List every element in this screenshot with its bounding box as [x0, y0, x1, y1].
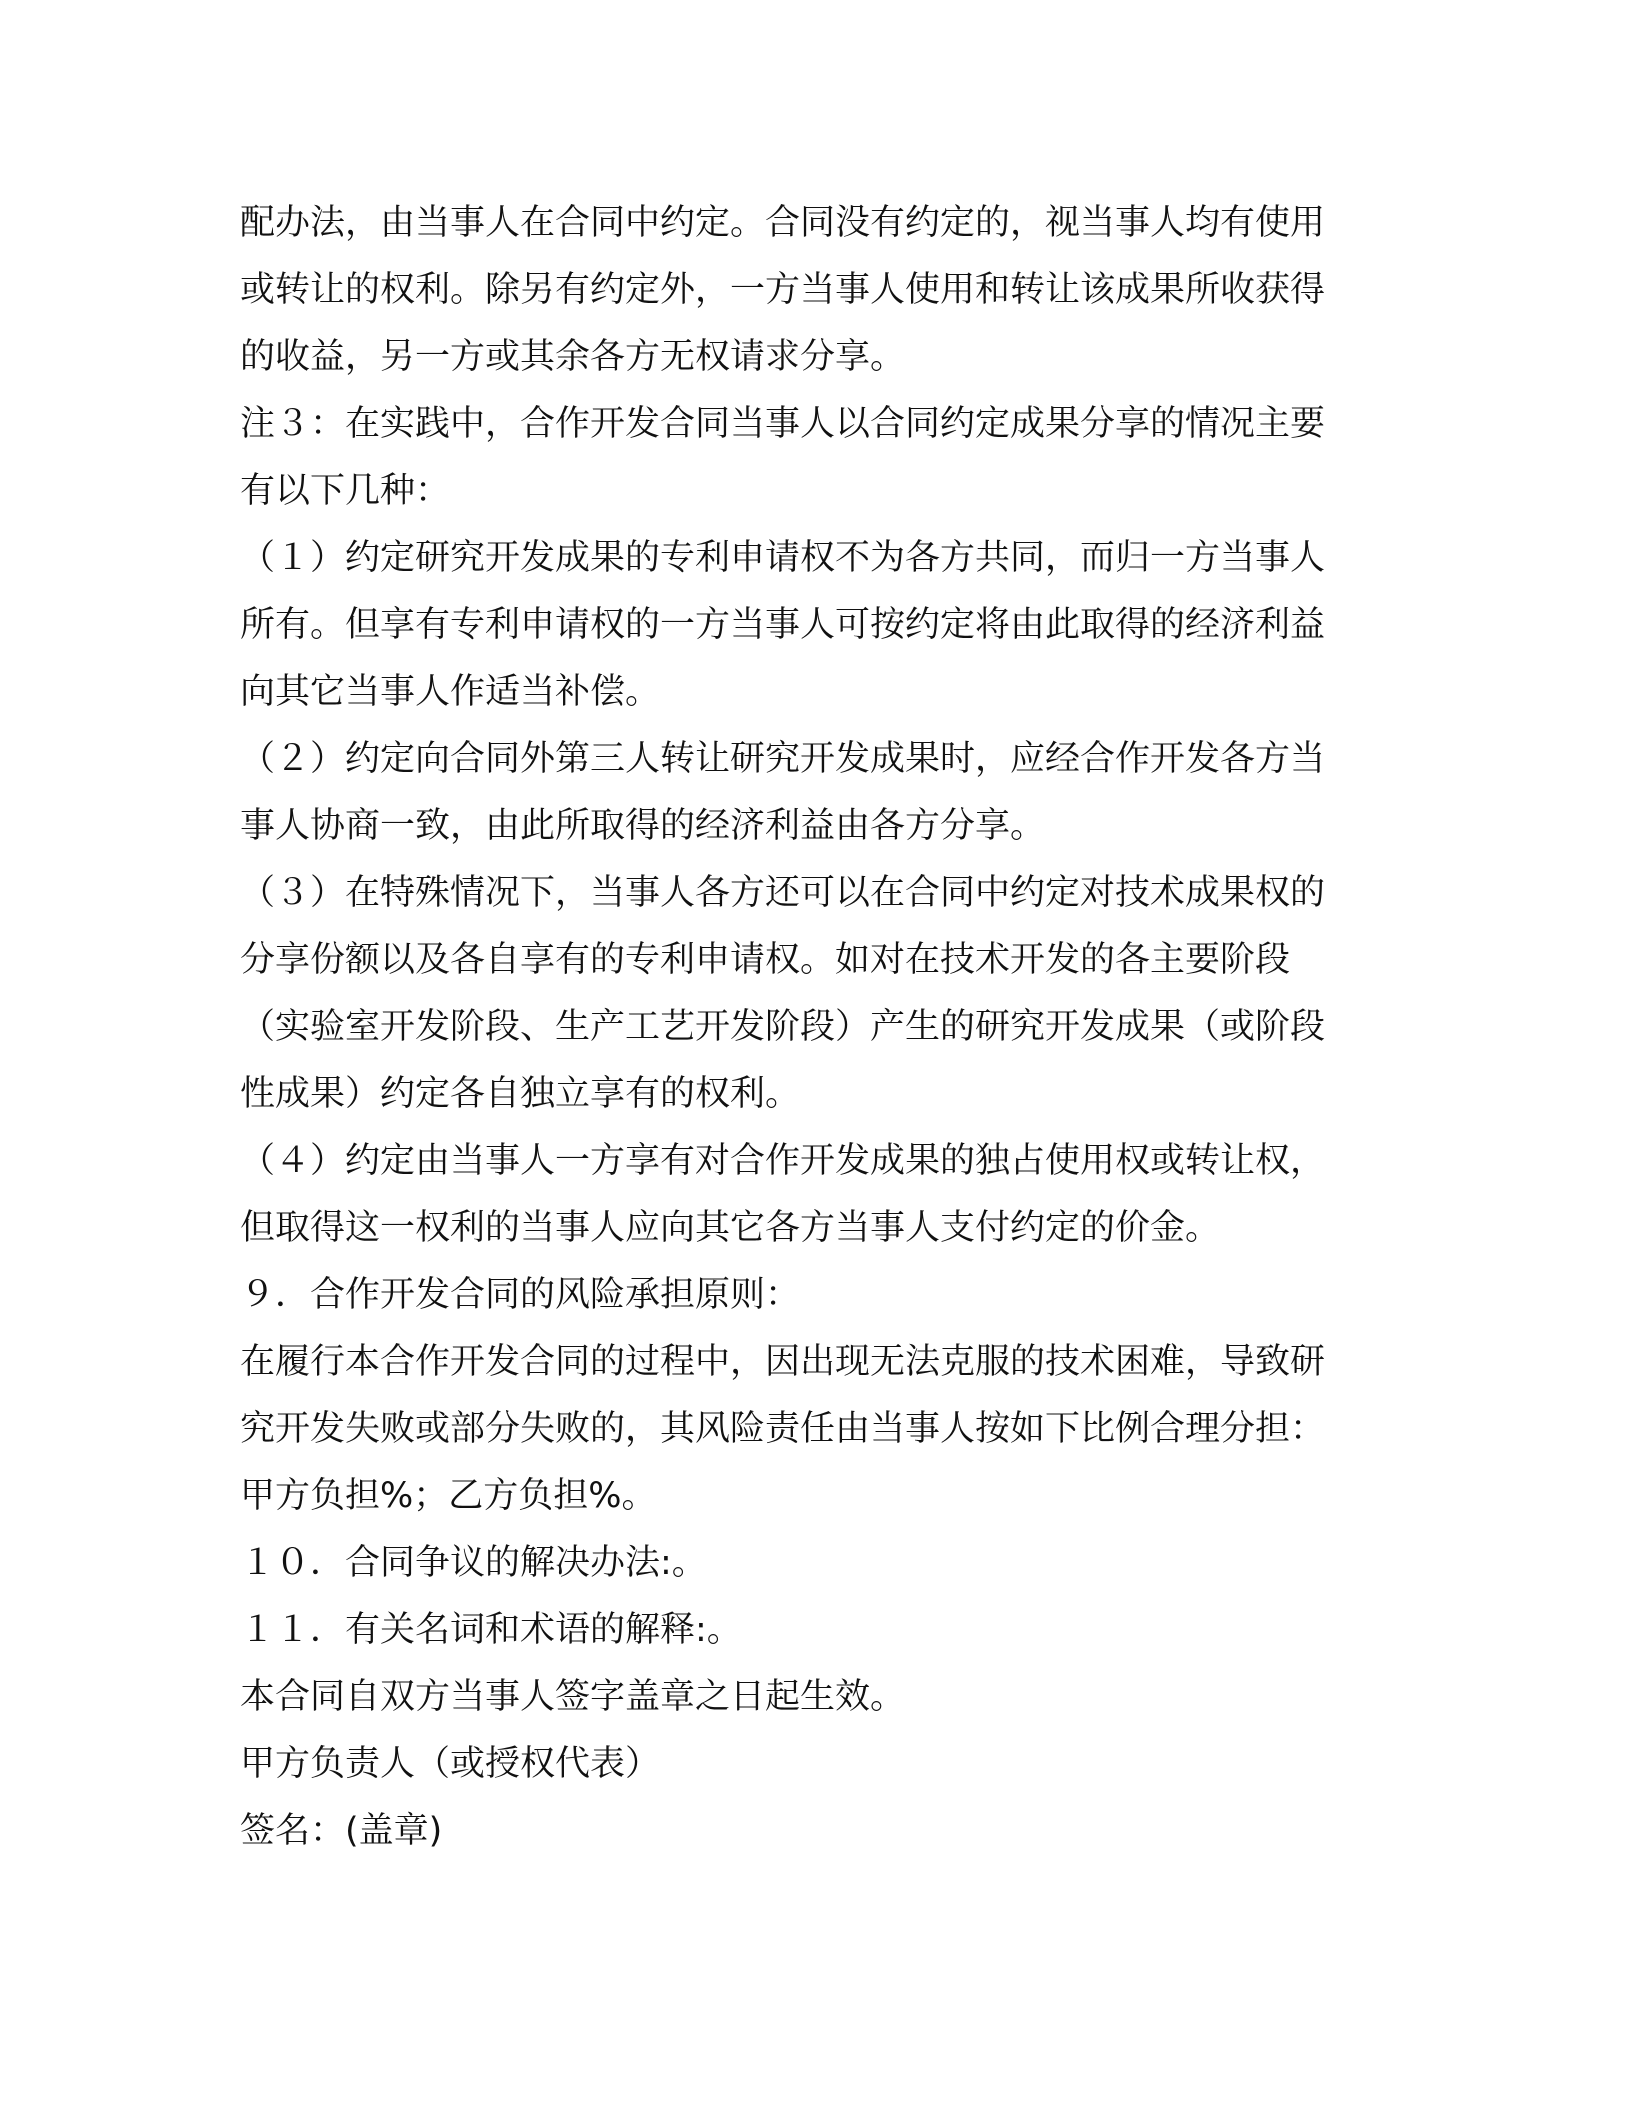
text-line: 所有。但享有专利申请权的一方当事人可按约定将由此取得的经济利益	[240, 605, 1326, 645]
text-line: 有以下几种：	[240, 471, 451, 511]
text-line: 配办法，由当事人在合同中约定。合同没有约定的，视当事人均有使用	[240, 203, 1326, 243]
text-line: 甲方负担%；乙方负担%。	[240, 1476, 657, 1516]
document-body	[240, 190, 1400, 1865]
section-11-heading: １１．有关名词和术语的解释:。	[240, 1610, 742, 1650]
text-line: 的收益，另一方或其余各方无权请求分享。	[240, 337, 906, 377]
party-a-representative: 甲方负责人（或授权代表）	[240, 1744, 661, 1784]
text-line: 分享份额以及各自享有的专利申请权。如对在技术开发的各主要阶段	[240, 940, 1291, 980]
text-line: 或转让的权利。除另有约定外，一方当事人使用和转让该成果所收获得	[240, 270, 1326, 310]
text-line: （实验室开发阶段、生产工艺开发阶段）产生的研究开发成果（或阶段	[240, 1007, 1326, 1047]
text-line: 但取得这一权利的当事人应向其它各方当事人支付约定的价金。	[240, 1208, 1221, 1248]
list-item-4: （４）约定由当事人一方享有对合作开发成果的独占使用权或转让权，	[240, 1141, 1326, 1181]
list-item-2: （２）约定向合同外第三人转让研究开发成果时，应经合作开发各方当	[240, 739, 1326, 779]
list-item-1: （１）约定研究开发成果的专利申请权不为各方共同，而归一方当事人	[240, 538, 1326, 578]
text-line: 事人协商一致，由此所取得的经济利益由各方分享。	[240, 806, 1046, 846]
effective-clause: 本合同自双方当事人签字盖章之日起生效。	[240, 1677, 906, 1717]
section-9-heading: ９．合作开发合同的风险承担原则：	[240, 1275, 801, 1315]
text-line: 向其它当事人作适当补偿。	[240, 672, 661, 712]
text-line: 性成果）约定各自独立享有的权利。	[240, 1074, 801, 1114]
note-3-heading: 注３：在实践中，合作开发合同当事人以合同约定成果分享的情况主要	[240, 404, 1326, 444]
section-10-heading: １０．合同争议的解决办法:。	[240, 1543, 707, 1583]
text-line: 究开发失败或部分失败的，其风险责任由当事人按如下比例合理分担：	[240, 1409, 1326, 1449]
text-line: 在履行本合作开发合同的过程中，因出现无法克服的技术困难，导致研	[240, 1342, 1326, 1382]
list-item-3: （３）在特殊情况下，当事人各方还可以在合同中约定对技术成果权的	[240, 873, 1326, 913]
signature-line: 签名：(盖章)	[240, 1811, 443, 1851]
